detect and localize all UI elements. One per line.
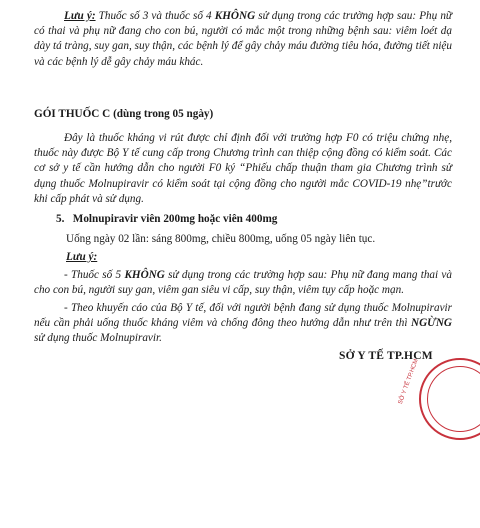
note-2-label: Lưu ý: — [66, 251, 98, 263]
note-1-text-before: Thuốc số 3 và thuốc số 4 — [95, 10, 215, 22]
drug-5-number: 5. — [56, 213, 65, 225]
official-stamp-inner-ring — [427, 366, 480, 432]
note-1-paragraph — [34, 9, 452, 70]
package-c-intro-text: Đây là thuốc kháng vi rút được chỉ định đối với trường hợp F0 có triệu chứng nhẹ, thuốc này được Bộ Y tế cung cấp trong Chương trình can thiệp cộng đồng có kiểm soát. Các cơ sở y tế cần hướng dẫn cho người F0 ký “Phiếu chấp thuận tham gia Chương trình sử dụng thuốc Molnupiravir có kiểm soát tại cộng đồng cho người mắc COVID-19 nhẹ”trước khi cấp phát và sử dụng. — [34, 132, 452, 205]
drug-5-heading — [56, 212, 446, 227]
note-2-bullet-1-emphasis: KHÔNG — [124, 269, 165, 281]
package-c-title: GÓI THUỐC C — [34, 108, 111, 120]
note-1-emphasis: KHÔNG — [214, 10, 256, 22]
official-stamp — [397, 358, 480, 440]
package-c-title-paren: (dùng trong 05 ngày) — [110, 108, 214, 120]
note-2-bullet-2-after: sử dụng thuốc Molnupiravir. — [34, 332, 162, 345]
drug-5-dosage — [66, 232, 452, 247]
note-2-bullet-2-emphasis: NGỪNG — [411, 317, 452, 330]
signature-issuer: SỞ Y TẾ TP.HCM — [339, 350, 433, 362]
note-2-bullet-2 — [34, 301, 452, 347]
package-c-intro — [34, 131, 452, 207]
note-1-text-after: sử dụng trong các trường hợp sau: Phụ nữ có thai và phụ nữ đang cho con bú, người có mắc một trong những bệnh sau: viêm loét dạ dày tá tràng, suy gan, suy thận, các bệnh lý để gây chảy máu đường tiêu hóa, đường tiết niệu và các bệnh lý dễ gây chảy máu khác. — [34, 10, 453, 68]
note-2-bullet-2-before: - Theo khuyến cáo của Bộ Y tế, đối với người bệnh đang sử dụng thuốc Molnupiravir nếu cần phải uống thuốc kháng viêm và chống đông theo hướng dẫn như trên thì — [34, 302, 452, 330]
note-2-label-row — [66, 250, 452, 265]
drug-5-name: Molnupiravir viên 200mg hoặc viên 400mg — [72, 213, 278, 225]
note-2-bullet-1-before: - Thuốc số 5 — [64, 269, 125, 281]
note-1-label: Lưu ý: — [64, 10, 96, 22]
official-stamp-text: SỞ Y TẾ TP.HCM — [397, 358, 420, 406]
note-2-bullet-1-after: sử dụng trong các trường hợp sau: Phụ nữ đang mang thai và cho con bú, người suy gan, viêm gan siêu vi cấp, suy thận, viêm tụy cấp hoặc mạn. — [34, 269, 452, 297]
drug-5-dosage-text: Uống ngày 02 lần: sáng 800mg, chiều 800mg, uống 05 ngày liên tục. — [66, 233, 376, 245]
note-2-bullet-1 — [34, 268, 452, 298]
package-c-heading — [34, 107, 452, 122]
